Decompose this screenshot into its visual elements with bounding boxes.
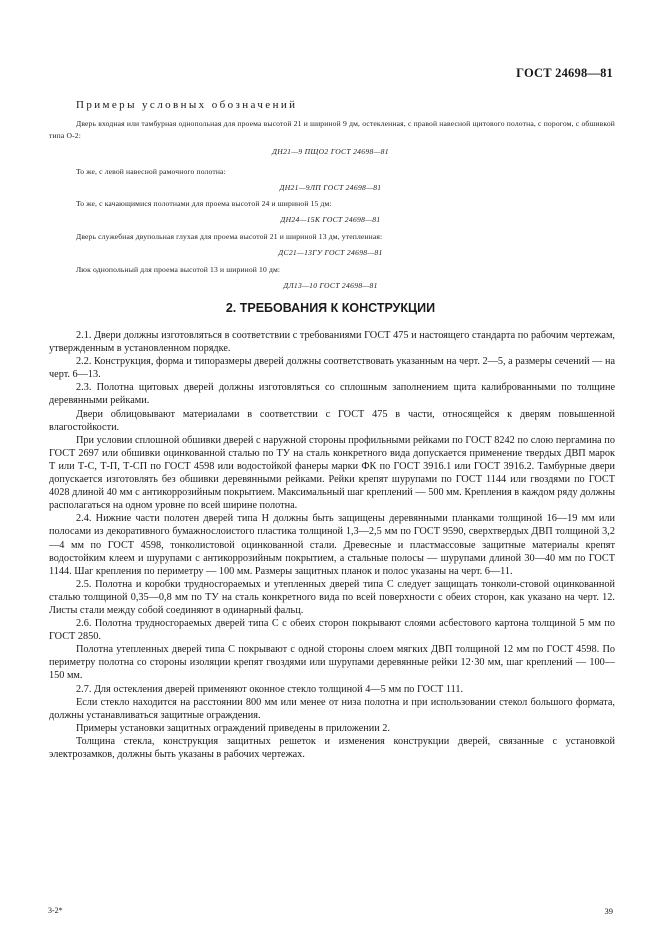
paragraph: 2.5. Полотна и коробки трудносгораемых и утепленных дверей типа С следует защищать тонколи-стовой оцинкованной сталью толщиной 0,35—0,8 мм по ТУ на сталь конкретного вида по всей поверхности с обеих сторон, как указано на черт. 12. Листы стали между собой соединяют в одинарный фальц. [49, 578, 615, 616]
paragraph: Если стекло находится на расстоянии 800 мм или менее от низа полотна и при использовании стекол большого формата, должны устанавливаться защитные ограждения. [49, 696, 615, 721]
paragraph: Двери облицовывают материалами в соответствии с ГОСТ 475 в части, относящейся к дверям повышенной влагостойкости. [49, 408, 615, 433]
examples-heading: Примеры условных обозначений [76, 99, 298, 111]
page-number: 39 [604, 906, 613, 916]
paragraph: Примеры установки защитных ограждений приведены в приложении 2. [76, 722, 390, 734]
paragraph: При условии сплошной обшивки дверей с наружной стороны профильными рейками по ГОСТ 8242 по слою пергамина по ГОСТ 2697 или обшивки оцинкованной сталью по ТУ на сталь конкретного вида допускается применение твердых ДВП марок Т или Т-С, Т-П, Т-СП по ГОСТ 4598 или водостойкой фанеры марки ФК по ГОСТ 3916.1 или ГОСТ 3916.2. Тамбурные двери допускается изготовлять без обшивки деревянными рейками. Рейки крепят шурупами по ГОСТ 1144 или гвоздями по ГОСТ 4028 длиной 40 мм с антикоррозийным покрытием. Максимальный шаг креплений — 500 мм. Крепления в каждом ряду должны располагаться на одном уровне по всей ширине полотна. [49, 434, 615, 512]
example-designation: ДН24—15К ГОСТ 24698—81 [280, 215, 381, 224]
sheet-mark: 3-2* [48, 906, 63, 915]
paragraph: Полотна утепленных дверей типа С покрывают с одной стороны слоем мягких ДВП толщиной 12 мм по ГОСТ 4598. По периметру полотна со стороны изоляции крепят гвоздями или шурупами деревянные рейки 12·30 мм, шаг креплений — 100—150 мм. [49, 644, 615, 682]
example-designation: ДН21—9ЛП ГОСТ 24698—81 [279, 183, 382, 192]
body-text [49, 329, 615, 761]
paragraph: 2.7. Для остекления дверей применяют оконное стекло толщиной 4—5 мм по ГОСТ 111. [76, 683, 464, 695]
paragraph: 2.1. Двери должны изготовляться в соответствии с требованиями ГОСТ 475 и настоящего стандарта по рабочим чертежам, утвержденным в установленном порядке. [49, 330, 615, 355]
example-description: Дверь служебная двупольная глухая для проема высотой 21 и шириной 13 дм, утепленная: [76, 232, 383, 241]
paragraph: 2.4. Нижние части полотен дверей типа Н должны быть защищены деревянными планками толщиной 16—19 мм или полосами из декоративного бумажнослоистого пластика толщиной 1,3—2,5 мм по ГОСТ 9590, сверхтвердых ДВП толщиной 3,2—4 мм по ГОСТ 4598, тонколистовой оцинкованной стали. Древесные и пластмассовые защитные материалы крепят водостойким клеем и шурупами с антикоррозийным покрытием, а стальные полосы — шурупами длиной 30—40 мм по ГОСТ 1144. Шаг крепления по периметру — 100 мм. Размеры защитных планок и полос указаны на черт. 6—11. [49, 513, 615, 577]
example-designation: ДЛ13—10 ГОСТ 24698—81 [283, 281, 378, 290]
document-code: ГОСТ 24698—81 [516, 66, 613, 80]
example-description: Люк однопольный для проема высотой 13 и шириной 10 дм: [76, 265, 281, 274]
example-description: То же, с левой навесной рамочного полотна: [76, 167, 226, 176]
paragraph: Толщина стекла, конструкция защитных решеток и изменения конструкции дверей, связанные с установкой электрозамков, должны быть указаны в рабочих чертежах. [49, 735, 615, 760]
example-designation: ДС21—13ГУ ГОСТ 24698—81 [278, 248, 383, 257]
example-designation: ДН21—9 ПЩО2 ГОСТ 24698—81 [272, 147, 389, 156]
example-description: Дверь входная или тамбурная однопольная для проема высотой 21 и шириной 9 дм, остекленная, с правой навесной щитового полотна, с порогом, с обшивкой типа О-2: [49, 119, 615, 140]
paragraph: 2.3. Полотна щитовых дверей должны изготовляться со сплошным заполнением щита калиброванными по толщине деревянными рейками. [49, 382, 615, 407]
paragraph: 2.2. Конструкция, форма и типоразмеры дверей должны соответствовать указанным на черт. 2—5, а размеры сечений — на черт. 6—13. [49, 356, 615, 381]
example-description: То же, с качающимися полотнами для проема высотой 24 и шириной 15 дм: [76, 199, 332, 208]
section-title: 2. ТРЕБОВАНИЯ К КОНСТРУКЦИИ [225, 301, 436, 315]
paragraph: 2.6. Полотна трудносгораемых дверей типа С с обеих сторон покрывают слоями асбестового картона толщиной 5 мм по ГОСТ 2850. [49, 618, 615, 643]
